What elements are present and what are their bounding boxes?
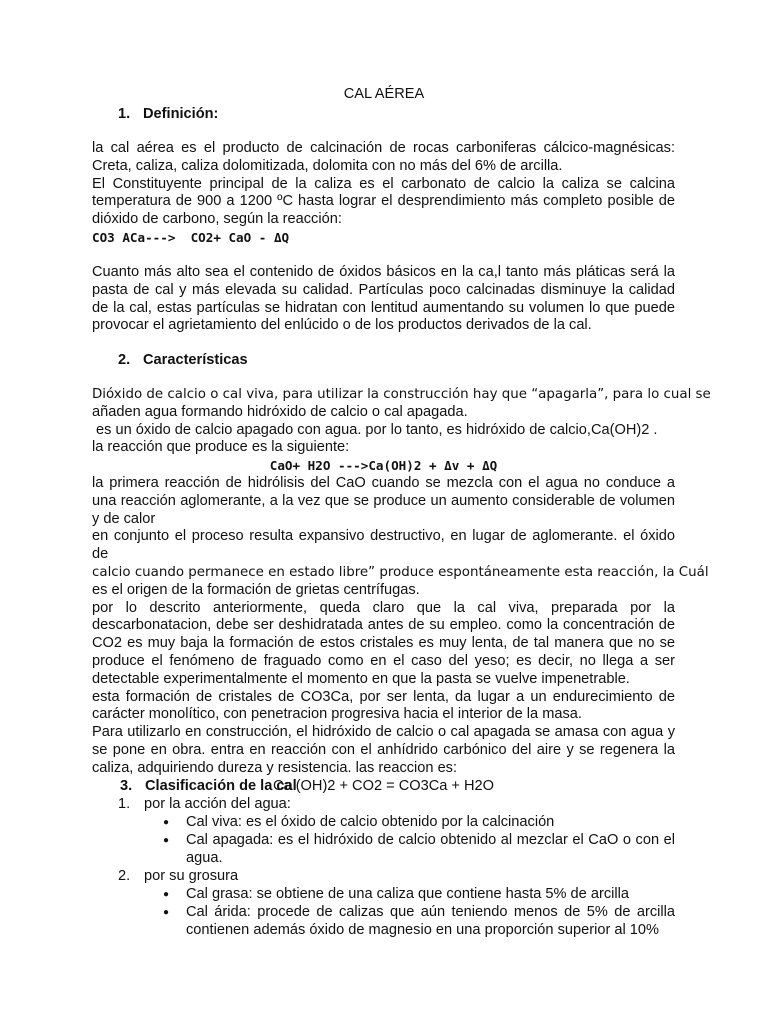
section-3-heading (120, 778, 297, 794)
list-item-label: por la acción del agua: (144, 796, 291, 812)
constituent-paragraph: El Constituyente principal de la caliza es el carbonato de calcio la caliza se calcina temperatura de 900 a 1200 ºC hasta lograr el desprendimiento más completo posible de dióxido de carbono, según la reacción: (92, 175, 675, 228)
section-2-heading (118, 352, 248, 368)
hydration-reaction: CaO+ H2O --->Ca(OH)2 + Δv + ΔQ (269, 458, 498, 474)
list-item-text: Cal árida: procede de calizas que aún teniendo menos de 5% de arcilla contienen además óxido de magnesio en una proporción superior al 10% (186, 904, 675, 938)
bullet-icon: ● (163, 817, 170, 828)
quality-paragraph: Cuanto más alto sea el contenido de óxidos básicos en la ca,l tanto más pláticas será la pasta de cal y más elevada su calidad. Partículas poco calcinadas disminuye la calidad de la cal, estas partículas se hidratan con lentitud aumentando su volumen lo que puede provocar el agrietamiento del enlúcido o de los productos derivados de la cal. (92, 264, 675, 334)
expansive-line: en conjunto el proceso resulta expansivo destructivo, en lugar de aglomerante. el óxido de (92, 528, 675, 563)
bullet-icon: ● (163, 889, 170, 900)
construction-use-paragraph: Para utilizarlo en construcción, el hidróxido de calcio o cal apagada se amasa con agua y se pone en obra. entra en reacción con el anhídrido carbónico del aire y se regenera la caliza, adquiriendo dureza y resistencia. las reaccion es: (92, 724, 675, 776)
document-title: CAL AÉREA (343, 86, 425, 102)
list-item (163, 904, 675, 940)
list-item (163, 832, 675, 868)
section-2-title: Características (143, 352, 248, 368)
list-item-label: por su grosura (144, 868, 239, 884)
list-item-text: Cal viva: es el óxido de calcio obtenido por la calcinación (186, 814, 555, 830)
section-1-body (92, 140, 675, 247)
decarbonation-paragraph: por lo descrito anteriormente, queda claro que la cal viva, preparada por la descarbonatacion, debe ser deshidratada antes de su empleo. como la concentración de CO2 es muy baja la formación de estos cristales es muy lenta, de tal manera que no se produce el fenómeno de fraguado como en el caso del yeso; es decir, no llega a ser detectable experimentalmente el momento en que la pasta se vuelve impenetrable. (92, 599, 675, 687)
list-item-number: 2. (118, 868, 131, 884)
section-2-number: 2. (118, 352, 131, 368)
cracks-line: es el origen de la formación de grietas centrífugas. (92, 581, 420, 598)
calcination-reaction: CO3 ACa---> CO2+ CaO - ΔQ (92, 229, 290, 245)
section-2-body (92, 386, 711, 795)
section-1-number: 1. (118, 106, 131, 122)
carbonation-reaction: Ca (OH)2 + CO2 = CO3Ca + H2O (272, 777, 494, 794)
list-item-text: Cal grasa: se obtiene de una caliza que contiene hasta 5% de arcilla (186, 886, 629, 902)
list-item (163, 886, 675, 904)
hydrolysis-paragraph: la primera reacción de hidrólisis del CaO cuando se mezcla con el agua no conduce a una reacción aglomerante, a la vez que se produce un aumento considerable de volumen y de calor (92, 474, 675, 527)
section-3-title: Clasificación de la cal (145, 778, 297, 794)
list-item-text: Cal apagada: es el hidróxido de calcio obtenido al mezclar el CaO o con el agua. (186, 832, 675, 866)
quicklime-line: Dióxido de calcio o cal viva, para utilizar la construcción hay que “apagarla”, para lo cual se (92, 387, 711, 402)
reaction-intro: la reacción que produce es la siguiente: (92, 439, 350, 456)
section-1-heading (118, 106, 218, 122)
bullet-icon: ● (163, 907, 170, 918)
section-3-number: 3. (120, 778, 133, 794)
list-item-number: 1. (118, 796, 131, 812)
slaked-lime-line: añaden agua formando hidróxido de calcio o cal apagada. (92, 403, 468, 420)
bullet-icon: ● (163, 835, 170, 846)
crystal-formation-paragraph: esta formación de cristales de CO3Ca, por ser lenta, da lugar a un endurecimiento de carácter monolítico, con penetracion progresiva hacia el interior de la masa. (92, 688, 675, 723)
free-state-line: calcio cuando permanece en estado libre” produce espontáneamente esta reacción, la Cuál (92, 564, 709, 580)
section-1-title: Definición: (143, 106, 219, 122)
hydroxide-line: es un óxido de calcio apagado con agua. por lo tanto, es hidróxido de calcio,Ca(OH)2 . (92, 421, 658, 438)
definition-paragraph: la cal aérea es el producto de calcinación de rocas carboniferas cálcico-magnésicas: Creta, caliza, caliza dolomitizada, dolomita con no más del 6% de arcilla. (92, 140, 675, 174)
list-item (163, 814, 675, 832)
